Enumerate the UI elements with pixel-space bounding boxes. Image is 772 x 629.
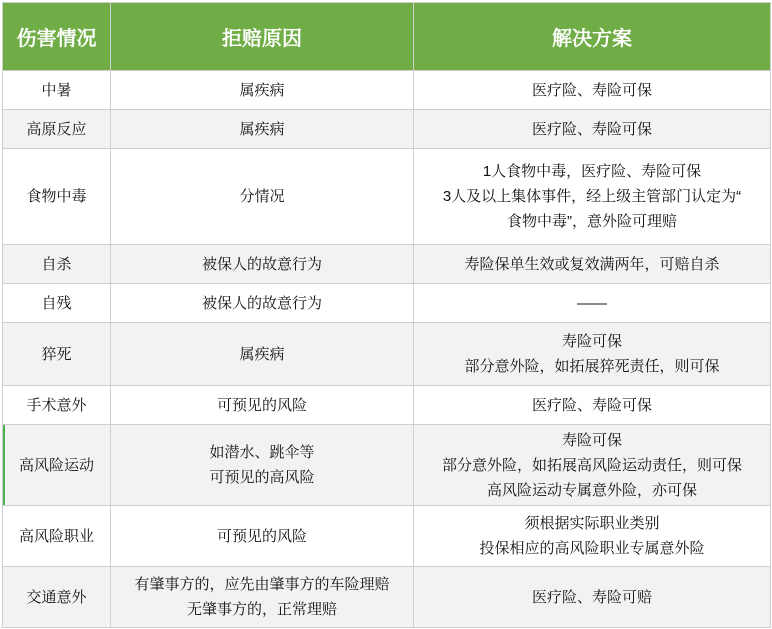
solution-line: 医疗险、寿险可保 [531,120,652,138]
case-cell: 高原反应 [3,110,111,149]
reason-line: 无肇事方的，正常理赔 [186,601,337,618]
table-row [3,71,771,110]
insurance-claim-table [2,2,771,628]
table-row [3,567,771,628]
solution-line: 医疗险、寿险可保 [531,81,652,99]
reason-line: 可预见的风险 [216,527,307,545]
solution-line: 部分意外险，如拓展猝死责任，则可保 [464,358,720,375]
reason-line: 属疾病 [239,81,285,99]
table-row [3,245,771,284]
table-row [3,506,771,567]
solution-line: 寿险可保 [561,431,622,449]
solution-cell [414,386,771,425]
solution-line: 须根据实际职业类别 [524,515,660,532]
case-cell: 自杀 [3,245,111,284]
header-row [3,3,771,71]
header-reason: 拒赔原因 [111,3,414,71]
solution-line: 医疗险、寿险可保 [531,396,652,414]
case-cell: 食物中毒 [3,149,111,245]
reason-cell [111,71,414,110]
reason-line: 有肇事方的，应先由肇事方的车险理赔 [134,576,390,593]
solution-cell [414,149,771,245]
solution-cell [414,71,771,110]
solution-line: 投保相应的高风险职业专属意外险 [479,540,705,557]
header-case: 伤害情况 [3,3,111,71]
table-row [3,110,771,149]
reason-cell [111,284,414,323]
reason-cell [111,245,414,284]
case-cell: 高风险运动 [3,425,111,506]
table-row [3,284,771,323]
reason-cell [111,110,414,149]
solution-line: 寿险可保 [561,333,622,350]
solution-cell [414,567,771,628]
reason-cell [111,567,414,628]
reason-line: 属疾病 [239,345,285,363]
table-container [2,2,770,628]
solution-cell [414,425,771,506]
case-cell: 猝死 [3,323,111,386]
case-cell: 自残 [3,284,111,323]
solution-line: 部分意外险，如拓展高风险运动责任，则可保 [441,456,742,474]
solution-line: 食物中毒”，意外险可理赔 [507,213,677,230]
solution-line: 寿险保单生效或复效满两年，可赔自杀 [464,255,720,273]
reason-line: 可预见的高风险 [209,469,315,486]
reason-line: 如潜水、跳伞等 [209,444,315,461]
solution-cell [414,245,771,284]
reason-cell [111,506,414,567]
table-row [3,425,771,506]
reason-line: 可预见的风险 [216,396,307,414]
case-cell: 交通意外 [3,567,111,628]
solution-line: 3人及以上集体事件，经上级主管部门认定为“ [442,188,742,205]
reason-cell [111,386,414,425]
reason-line: 分情况 [239,188,285,205]
solution-line: 1人食物中毒，医疗险、寿险可保 [482,163,702,180]
table-row [3,149,771,245]
solution-line: 医疗险、寿险可赔 [531,588,652,606]
solution-cell [414,323,771,386]
solution-line: —— [577,294,607,312]
solution-line: 高风险运动专属意外险，亦可保 [486,481,697,499]
reason-cell [111,323,414,386]
case-cell: 中暑 [3,71,111,110]
solution-cell [414,284,771,323]
table-row [3,323,771,386]
solution-cell [414,110,771,149]
reason-line: 属疾病 [239,120,285,138]
case-cell: 高风险职业 [3,506,111,567]
reason-cell [111,425,414,506]
reason-line: 被保人的故意行为 [201,294,322,312]
case-cell: 手术意外 [3,386,111,425]
reason-cell [111,149,414,245]
solution-cell [414,506,771,567]
header-solution: 解决方案 [414,3,771,71]
reason-line: 被保人的故意行为 [201,255,322,273]
table-row [3,386,771,425]
